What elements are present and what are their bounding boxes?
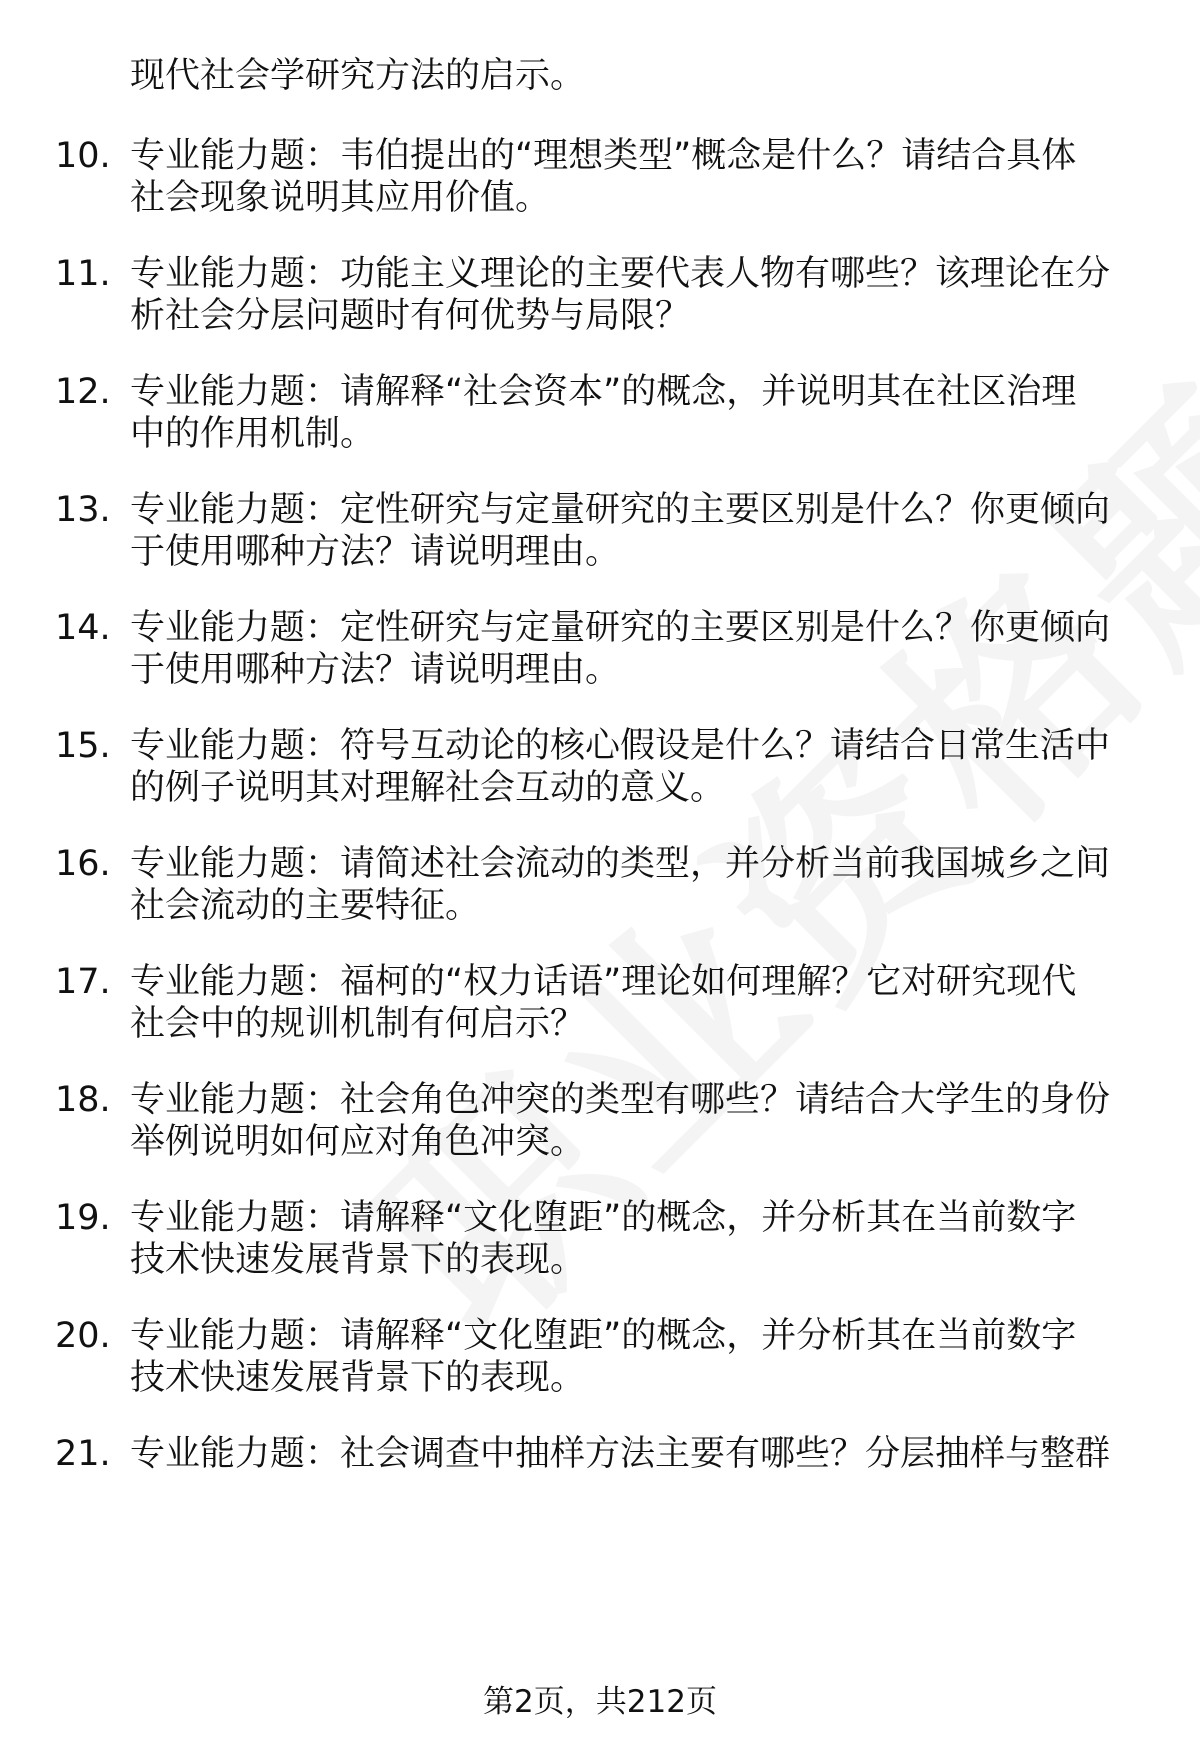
item-line: 社会中的规训机制有何启示？ bbox=[130, 1004, 586, 1044]
item-line: 中的作用机制。 bbox=[130, 414, 376, 454]
item-line: 析社会分层问题时有何优势与局限？ bbox=[130, 296, 691, 336]
item-number: 11. bbox=[55, 254, 111, 294]
item-line: 技术快速发展背景下的表现。 bbox=[130, 1240, 586, 1280]
item-line: 于使用哪种方法？请说明理由。 bbox=[130, 532, 621, 572]
page-footer: 第2页，共212页 bbox=[483, 1684, 717, 1720]
item-number: 19. bbox=[55, 1198, 111, 1238]
item-line: 技术快速发展背景下的表现。 bbox=[130, 1358, 586, 1398]
item-line: 的例子说明其对理解社会互动的意义。 bbox=[130, 768, 726, 808]
item-number: 20. bbox=[55, 1316, 111, 1356]
item-number: 17. bbox=[55, 962, 111, 1002]
item-number: 12. bbox=[55, 372, 111, 412]
item-line: 社会流动的主要特征。 bbox=[130, 886, 481, 926]
item-line: 社会现象说明其应用价值。 bbox=[130, 178, 551, 218]
item-number: 18. bbox=[55, 1080, 111, 1120]
item-number: 14. bbox=[55, 608, 111, 648]
item-line: 专业能力题：福柯的“权力话语”理论如何理解？它对研究现代 bbox=[130, 962, 1077, 1002]
item-line: 于使用哪种方法？请说明理由。 bbox=[130, 650, 621, 690]
item-line: 专业能力题：符号互动论的核心假设是什么？请结合日常生活中 bbox=[130, 726, 1111, 766]
item-number: 13. bbox=[55, 490, 111, 530]
item-line: 专业能力题：韦伯提出的“理想类型”概念是什么？请结合具体 bbox=[130, 136, 1077, 176]
item-line: 专业能力题：社会调查中抽样方法主要有哪些？分层抽样与整群 bbox=[130, 1434, 1111, 1474]
item-number: 16. bbox=[55, 844, 111, 884]
item-number: 21. bbox=[55, 1434, 111, 1474]
item-line: 专业能力题：请解释“文化堕距”的概念，并分析其在当前数字 bbox=[130, 1316, 1077, 1356]
item-line: 举例说明如何应对角色冲突。 bbox=[130, 1122, 586, 1162]
item-line: 专业能力题：请解释“社会资本”的概念，并说明其在社区治理 bbox=[130, 372, 1077, 412]
item-number: 15. bbox=[55, 726, 111, 766]
item-number: 10. bbox=[55, 136, 111, 176]
item-line: 专业能力题：定性研究与定量研究的主要区别是什么？你更倾向 bbox=[130, 490, 1111, 530]
item-line: 专业能力题：请简述社会流动的类型，并分析当前我国城乡之间 bbox=[130, 844, 1111, 884]
item-line: 专业能力题：请解释“文化堕距”的概念，并分析其在当前数字 bbox=[130, 1198, 1077, 1238]
intro-line: 现代社会学研究方法的启示。 bbox=[130, 56, 586, 96]
item-line: 专业能力题：定性研究与定量研究的主要区别是什么？你更倾向 bbox=[130, 608, 1111, 648]
item-line: 专业能力题：功能主义理论的主要代表人物有哪些？该理论在分 bbox=[130, 254, 1111, 294]
item-line: 专业能力题：社会角色冲突的类型有哪些？请结合大学生的身份 bbox=[130, 1080, 1111, 1120]
